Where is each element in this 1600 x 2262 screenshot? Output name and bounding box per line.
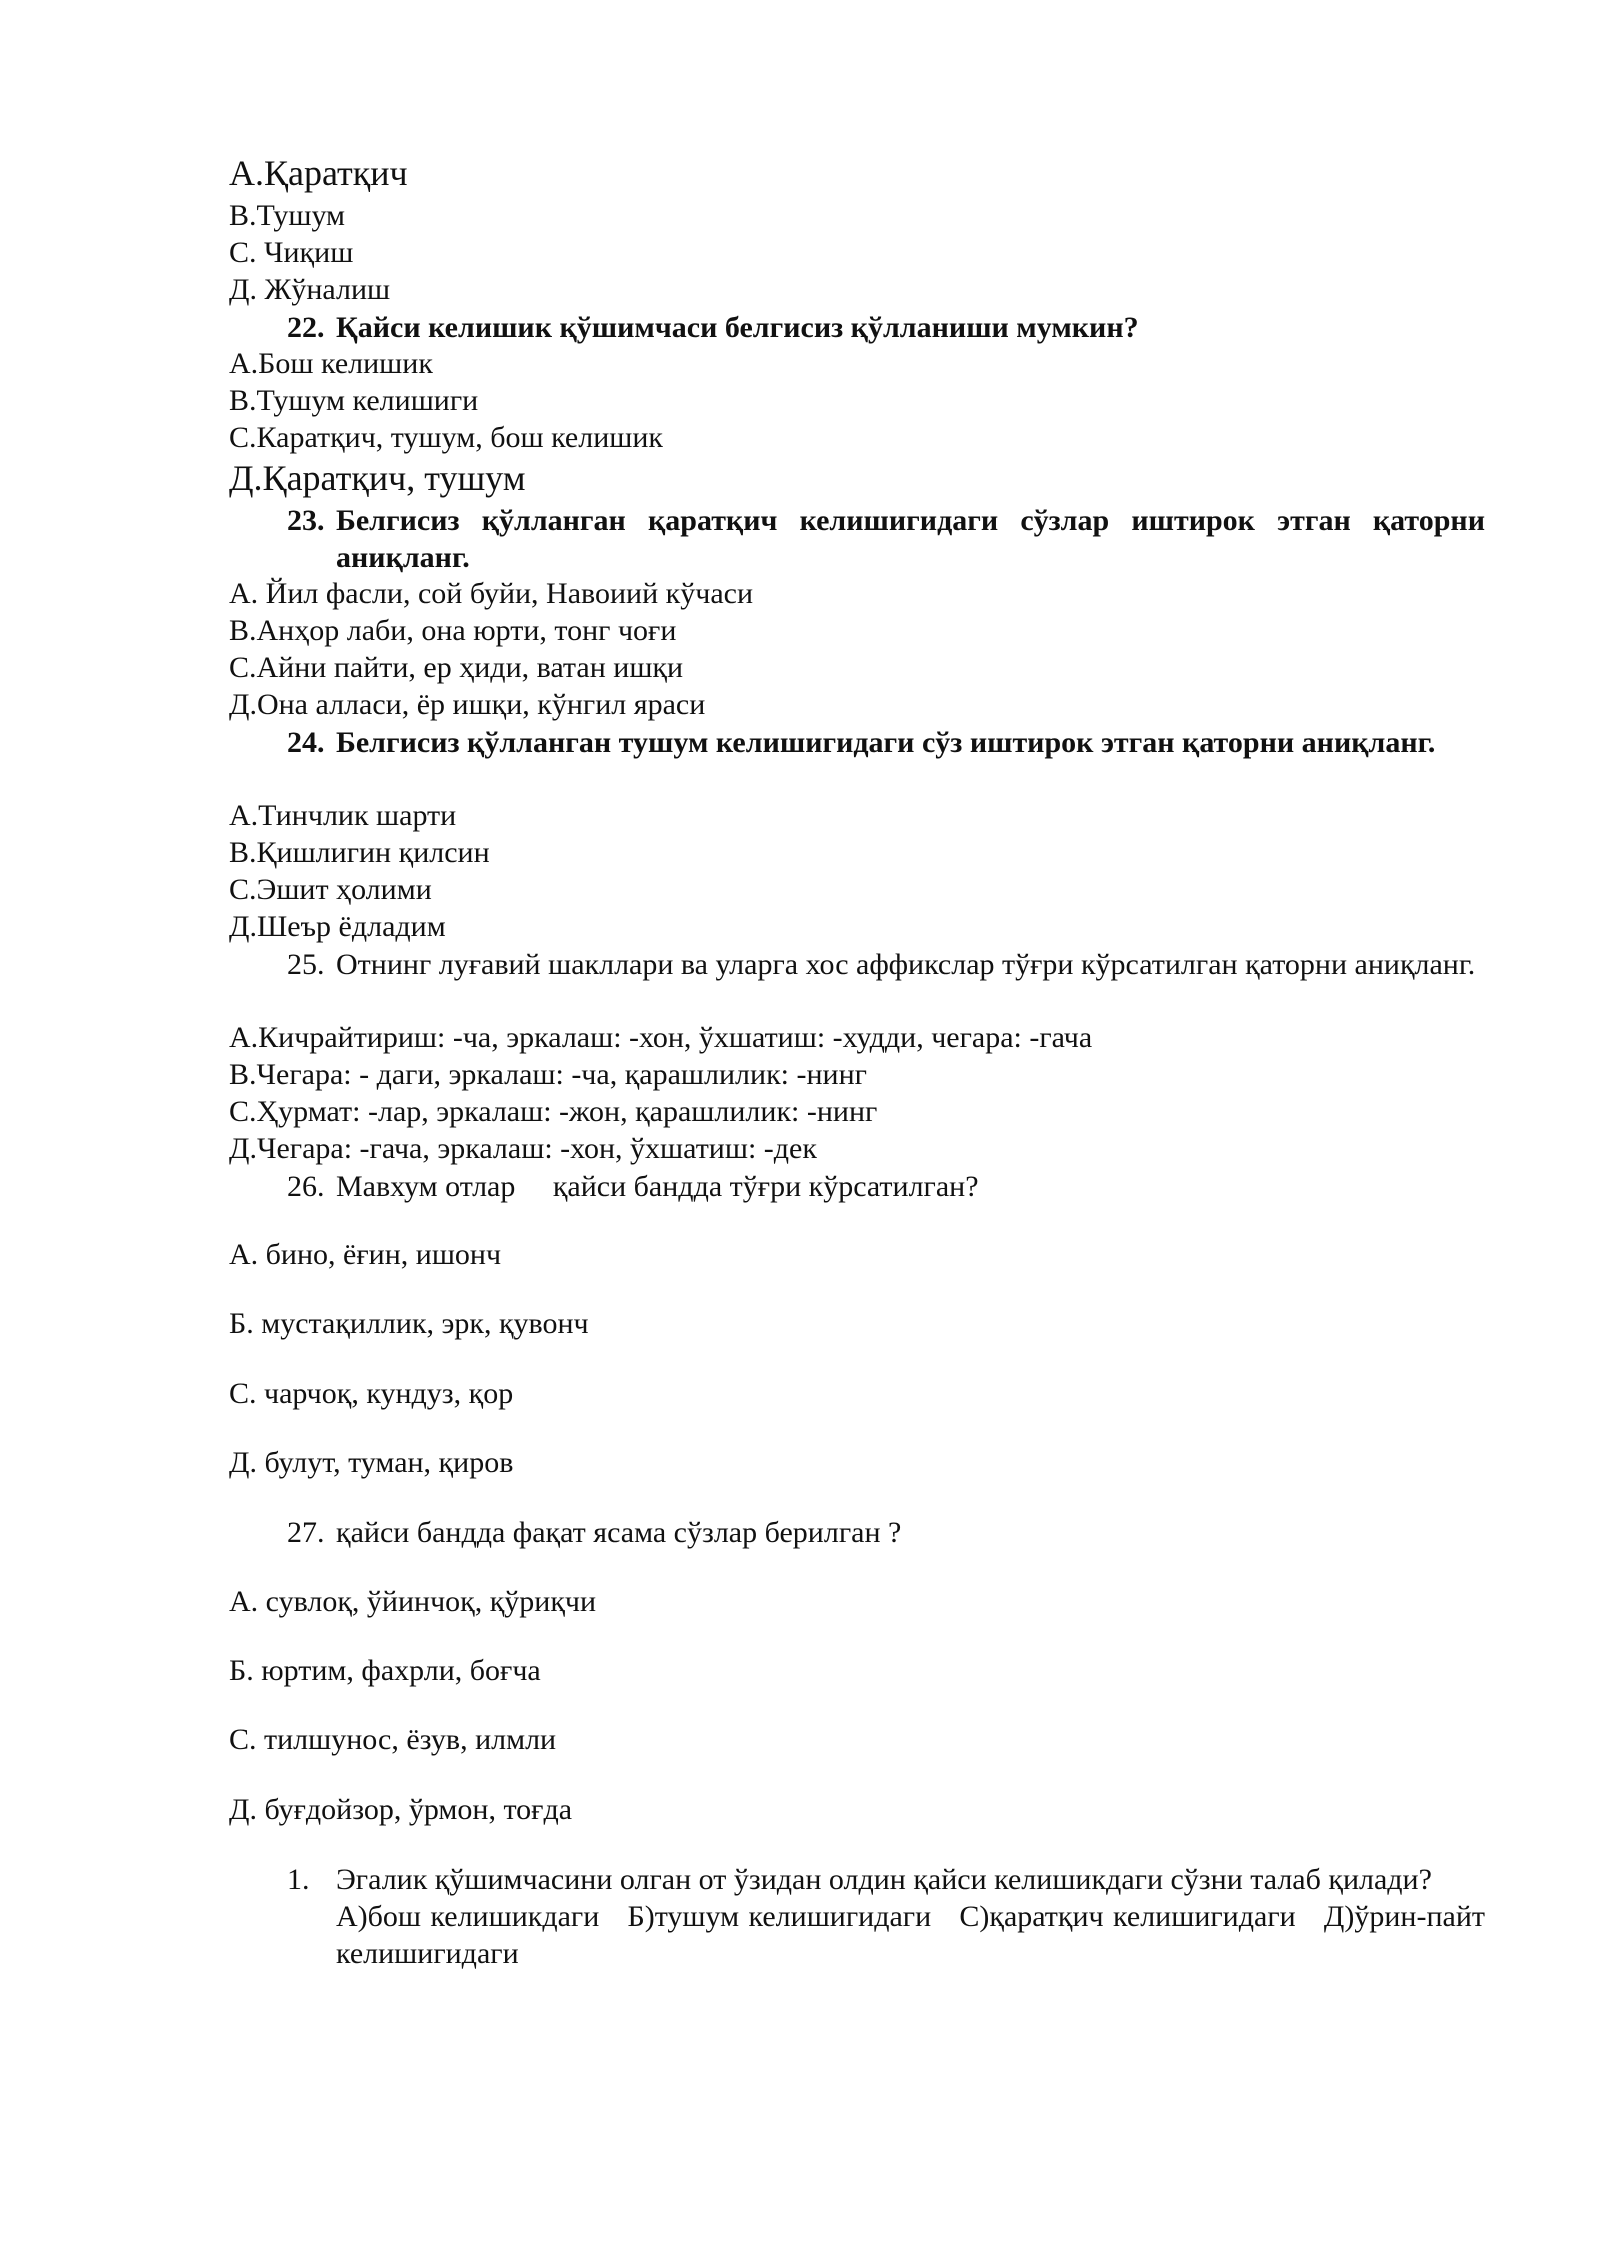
- question-27: [287, 1514, 1485, 1551]
- option-c: С.Айни пайти, ер ҳиди, ватан ишқи: [229, 651, 684, 684]
- question-number: 26.: [287, 1170, 325, 1203]
- answer-options-line: А)бош келишикдаги Б)тушум келишигидаги С)қаратқич келишигидаги Д)ўрин-пайт келишигидаги: [336, 1900, 1493, 1970]
- option-b: Б. мустақиллик, эрк, қувонч: [229, 1307, 589, 1340]
- question-26: [287, 1168, 1485, 1205]
- option-b: Б. юртим, фахрли, боғча: [229, 1654, 541, 1687]
- option-a: А. бино, ёғин, ишонч: [229, 1238, 502, 1271]
- question-text: Қайси келишик қўшимчаси белгисиз қўлланиши мумкин?: [336, 311, 1139, 344]
- option-c: С. чарчоқ, кундуз, қор: [229, 1377, 514, 1410]
- option-b: В.Тушум келишиги: [229, 384, 479, 417]
- option-a-line: А.Қаратқич: [229, 153, 408, 193]
- option-a: А.Кичрайтириш: -ча, эркалаш: -хон, ўхшатиш: -худди, чегара: -гача: [229, 1021, 1093, 1054]
- option-b: В.Қишлигин қилсин: [229, 836, 490, 869]
- option-d-line: Д. Жўналиш: [229, 273, 391, 306]
- option-c-line: С. Чиқиш: [229, 236, 354, 269]
- question-23: [287, 502, 1485, 576]
- question-text: Белгисиз қўлланган қаратқич келишигидаги сўзлар иштирок этган қаторни аниқланг.: [336, 504, 1485, 574]
- question-text: Белгисиз қўлланган тушум келишигидаги сўз иштирок этган қаторни аниқланг.: [336, 726, 1436, 759]
- option-c: С.Каратқич, тушум, бош келишик: [229, 421, 663, 454]
- question-number: 22.: [287, 311, 325, 344]
- question-text: қайси бандда фақат ясама сўзлар берилган ?: [336, 1516, 902, 1549]
- question-number: 25.: [287, 948, 325, 981]
- question-text: Мавхум отлар қайси бандда тўғри кўрсатилган?: [336, 1170, 979, 1203]
- option-d: Д. булут, туман, қиров: [229, 1446, 514, 1479]
- option-d: Д.Чегара: -гача, эркалаш: -хон, ўхшатиш: -дек: [229, 1132, 817, 1165]
- option-b: В.Анҳор лаби, она юрти, тонг чоғи: [229, 614, 677, 647]
- option-c: С.Ҳурмат: -лар, эркалаш: -жон, қарашлилик: -нинг: [229, 1095, 878, 1128]
- option-d: Д.Шеър ёдладим: [229, 910, 446, 943]
- question-number: 24.: [287, 726, 325, 759]
- question-text: Отнинг луғавий шакллари ва уларга хос аффикслар тўғри кўрсатилган қаторни аниқланг.: [336, 948, 1476, 981]
- question-25: [287, 946, 1485, 983]
- option-a: А. Йил фасли, сой буйи, Навоиий кўчаси: [229, 577, 754, 610]
- option-a: А.Тинчлик шарти: [229, 799, 457, 832]
- option-d: Д.Қаратқич, тушум: [229, 458, 526, 498]
- option-b-line: В.Тушум: [229, 199, 346, 232]
- option-c: С.Эшит ҳолими: [229, 873, 432, 906]
- option-a: А. сувлоқ, ўйинчоқ, қўриқчи: [229, 1585, 597, 1618]
- question-number: 27.: [287, 1516, 325, 1549]
- question-22: [287, 309, 1485, 346]
- question-1: [287, 1861, 1493, 1972]
- question-text: Эгалик қўшимчасини олган от ўзидан олдин қайси келишикдаги сўзни талаб қилади?: [336, 1863, 1432, 1896]
- option-a: А.Бош келишик: [229, 347, 433, 380]
- option-d: Д. буғдойзор, ўрмон, тоғда: [229, 1793, 573, 1826]
- question-number: 1.: [287, 1863, 310, 1896]
- question-24: [287, 724, 1485, 761]
- option-c: С. тилшунос, ёзув, илмли: [229, 1723, 557, 1756]
- option-b: В.Чегара: - даги, эркалаш: -ча, қарашлилик: -нинг: [229, 1058, 867, 1091]
- question-number: 23.: [287, 504, 325, 537]
- option-d: Д.Она алласи, ёр ишқи, кўнгил яраси: [229, 688, 706, 721]
